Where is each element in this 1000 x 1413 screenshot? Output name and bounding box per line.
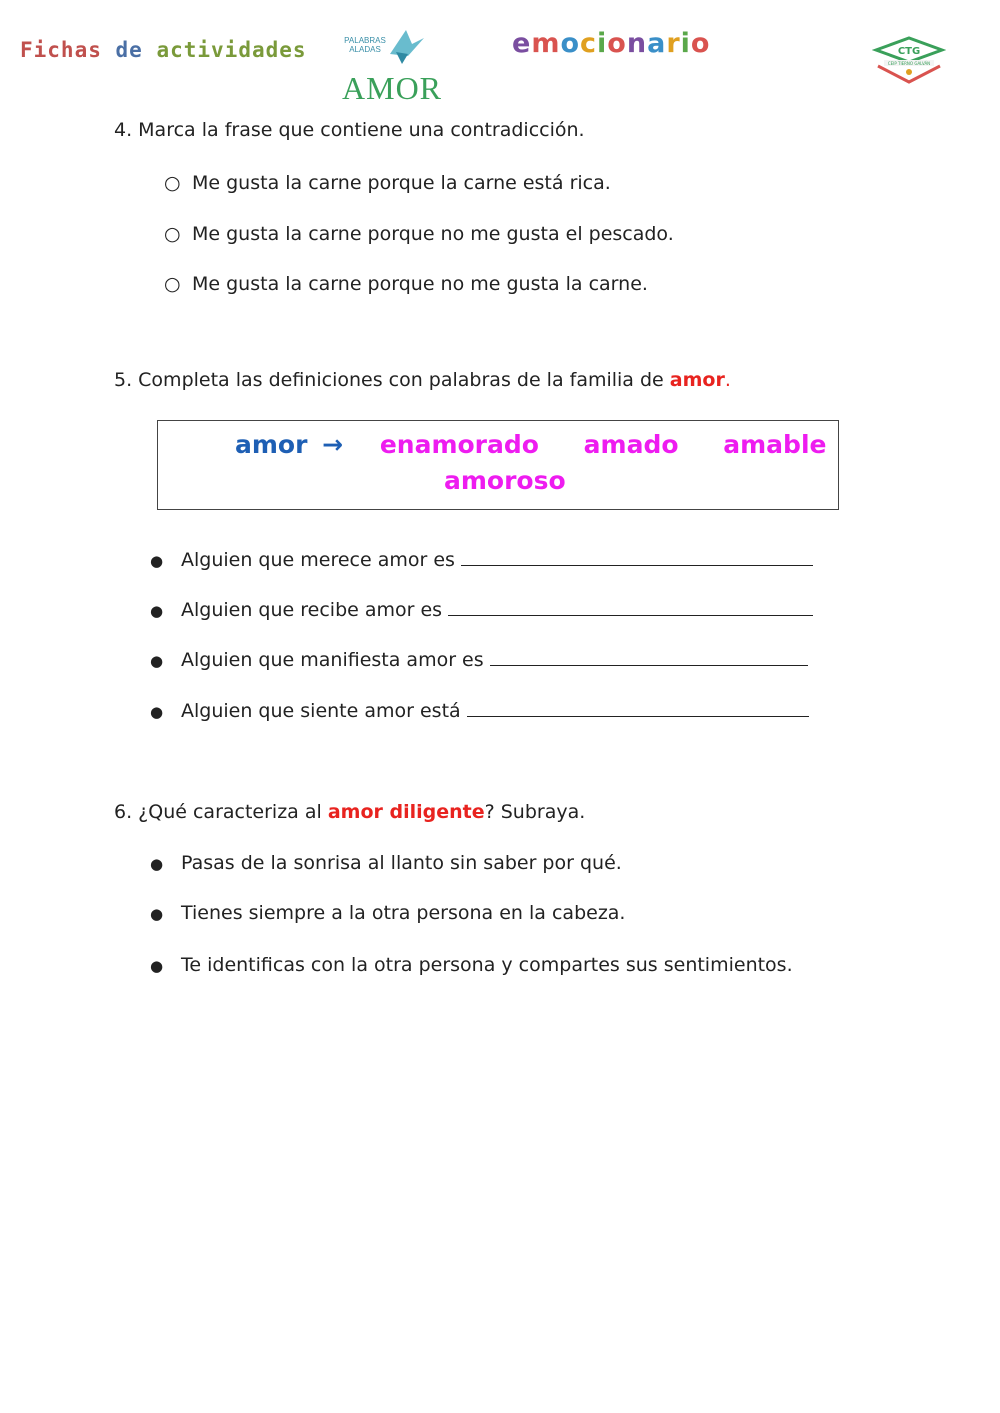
answer-blank[interactable] [448,599,813,616]
q5-item-1: ● Alguien que merece amor es [150,549,813,571]
arrow-right-icon: → [322,430,344,459]
q5-item-2: ● Alguien que recibe amor es [150,599,813,621]
bullet-icon: ● [150,905,164,923]
q6-item-2[interactable]: ● Tienes siempre a la otra persona en la cabeza. [150,902,626,924]
palabras-aladas-logo: PALABRAS ALADAS [338,24,428,70]
bullet-icon: ● [150,552,164,570]
bullet-icon: ● [150,652,164,670]
radio-circle-icon[interactable]: ○ [164,273,181,295]
family-word: amable [723,430,827,459]
q4-option-2[interactable]: ○ Me gusta la carne porque no me gusta el pescado. [164,223,674,245]
bullet-icon: ● [150,703,164,721]
answer-blank[interactable] [490,649,808,666]
q4-option-1[interactable]: ○ Me gusta la carne porque la carne está rica. [164,172,611,194]
q5-item-4: ● Alguien que siente amor está [150,700,809,722]
school-logo [872,36,946,84]
q6-item-1[interactable]: ● Pasas de la sonrisa al llanto sin saber por qué. [150,852,622,874]
bullet-icon: ● [150,602,164,620]
answer-blank[interactable] [461,549,813,566]
radio-circle-icon[interactable]: ○ [164,223,181,245]
question-4: 4. Marca la frase que contiene una contradicción. [114,119,585,141]
root-word: amor [235,430,308,459]
emocionario-logo: emocionario [512,28,711,59]
bullet-icon: ● [150,855,164,873]
answer-blank[interactable] [467,700,809,717]
q6-item-3[interactable]: ● Te identificas con la otra persona y compartes sus sentimientos. [150,954,793,976]
svg-text:CEIP TIERNO GALVÁN: CEIP TIERNO GALVÁN [887,61,931,66]
family-word: amado [583,430,679,459]
question-5: 5. Completa las definiciones con palabras de la familia de amor. [114,369,731,391]
bullet-icon: ● [150,957,164,975]
radio-circle-icon[interactable]: ○ [164,172,181,194]
q5-item-3: ● Alguien que manifiesta amor es [150,649,808,671]
word-family-row [235,430,826,459]
family-word: amoroso [444,466,566,495]
svg-text:CTG: CTG [897,46,921,57]
q4-option-3[interactable]: ○ Me gusta la carne porque no me gusta la carne. [164,273,648,295]
question-6: 6. ¿Qué caracteriza al amor diligente? Subraya. [114,801,586,823]
theme-word: AMOR [342,70,443,106]
family-word: enamorado [379,430,539,459]
worksheet-title: Fichas de actividades [20,38,307,62]
